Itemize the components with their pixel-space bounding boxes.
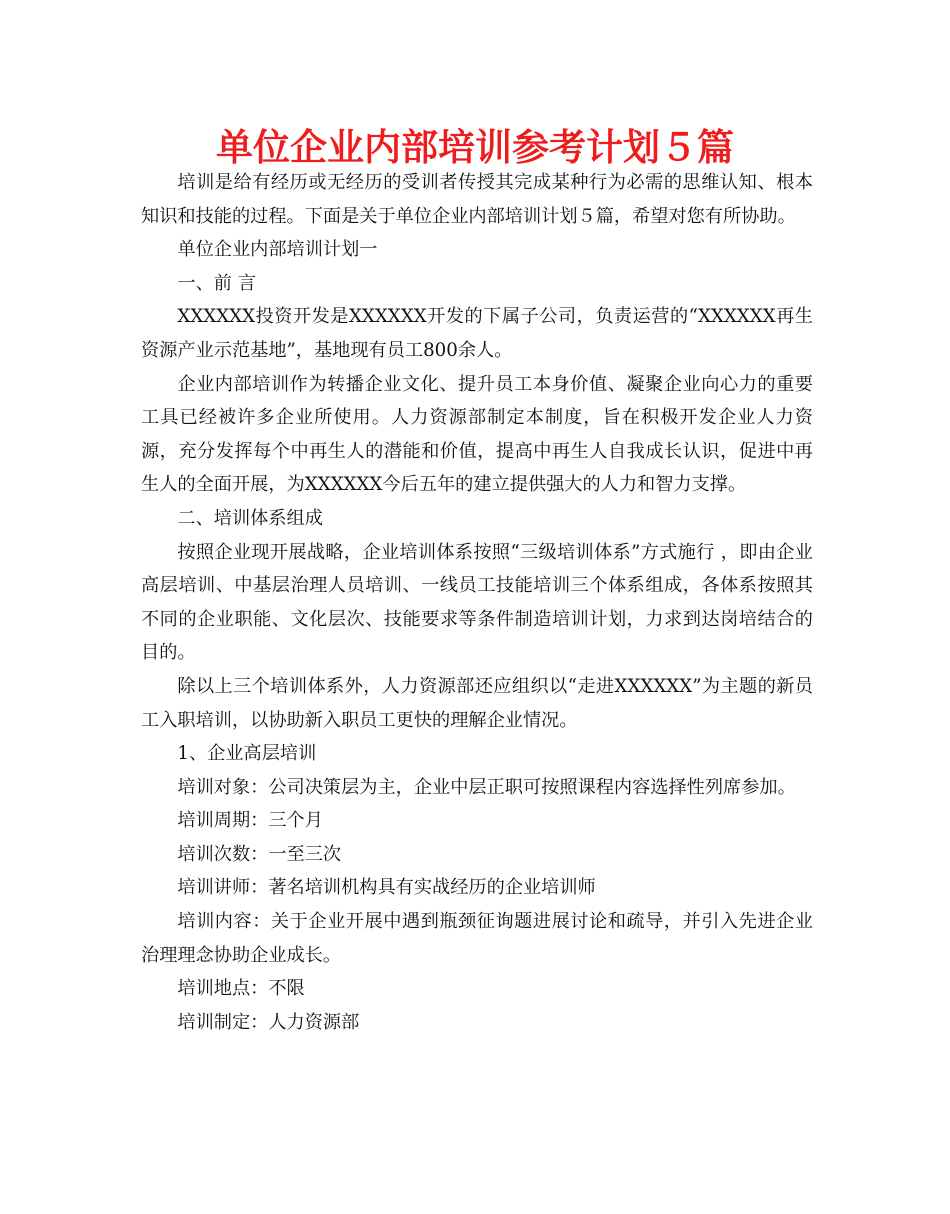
section-heading-system: 二、培训体系组成 bbox=[177, 507, 323, 529]
list-item-times: 培训次数：一至三次 bbox=[177, 843, 342, 865]
list-item-organizer: 培训制定：人力资源部 bbox=[177, 1011, 360, 1033]
list-item-lecturer: 培训讲师：著名培训机构具有实战经历的企业培训师 bbox=[177, 877, 596, 899]
list-item-location: 培训地点：不限 bbox=[177, 978, 305, 1000]
paragraph-plan-heading: 单位企业内部培训计划一 bbox=[177, 239, 378, 261]
paragraph-system-structure: 按照企业现开展战略，企业培训体系按照“三级培训体系”方式施行 ，即由企业高层培训、中基层治理人员培训、一线员工技能培训三个体系组成，各体系按照其不同的企业职能、文化层次、技能要求等条件制造培训计划，力求到达岗培结合的目的。 bbox=[141, 541, 813, 664]
section-heading-preface: 一、前 言 bbox=[177, 272, 256, 294]
list-item-target: 培训对象：公司决策层为主，企业中层正职可按照课程内容选择性列席参加。 bbox=[177, 776, 796, 798]
list-item-content: 培训内容：关于企业开展中遇到瓶颈征询题进展讨论和疏导，并引入先进企业治理理念协助企业成长。 bbox=[141, 911, 813, 966]
paragraph-new-employee: 除以上三个培训体系外，人力资源部还应组织以“走进XXXXXX”为主题的新员工入职培训，以协助新入职员工更快的理解企业情况。 bbox=[141, 675, 813, 731]
paragraph-training-purpose: 企业内部培训作为转播企业文化、提升员工本身价值、凝聚企业向心力的重要工具已经被许多企业所使用。人力资源部制定本制度，旨在积极开发企业人力资源，充分发挥每个中再生人的潜能和价值，提高中再生人自我成长认识，促进中再生人的全面开展，为XXXXXX今后五年的建立提供强大的人力和智力支撑。 bbox=[141, 373, 813, 496]
document-title: 单位企业内部培训参考计划５篇 bbox=[216, 126, 734, 169]
paragraph-intro: 培训是给有经历或无经历的受训者传授其完成某种行为必需的思维认知、根本知识和技能的过程。下面是关于单位企业内部培训计划５篇，希望对您有所协助。 bbox=[141, 172, 813, 227]
list-item-period: 培训周期：三个月 bbox=[177, 810, 323, 832]
document-body bbox=[141, 166, 813, 1039]
paragraph-company-intro: XXXXXX投资开发是XXXXXX开发的下属子公司，负责运营的“XXXXXX再生资源产业示范基地”，基地现有员工800余人。 bbox=[141, 306, 813, 361]
subsection-heading-senior: 1、企业高层培训 bbox=[177, 743, 317, 765]
